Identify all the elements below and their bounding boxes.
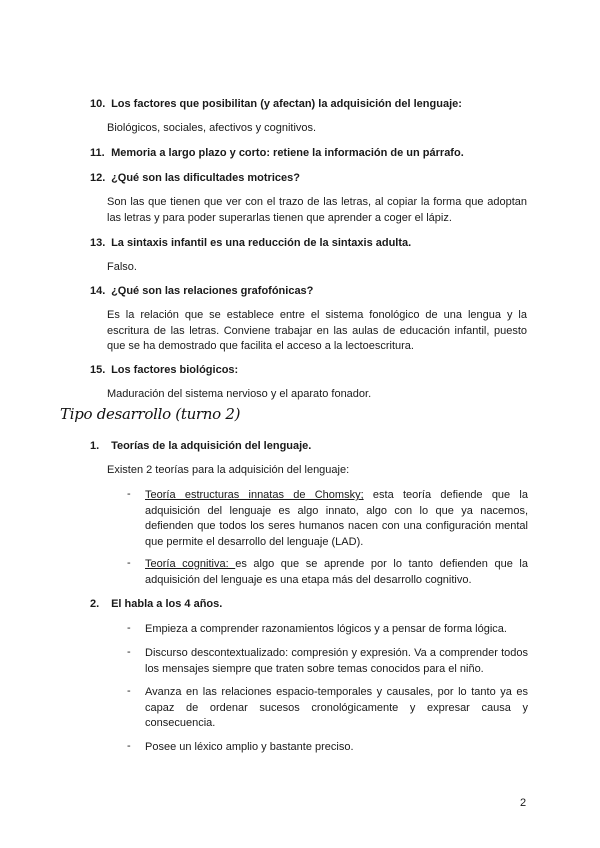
question-10	[90, 98, 462, 110]
question-title: ¿Qué son las dificultades motrices?	[111, 172, 300, 184]
section-heading: Tipo desarrollo (turno 2)	[60, 405, 241, 423]
question-title: La sintaxis infantil es una reducción de la sintaxis adulta.	[111, 237, 412, 249]
answer-13: Falso.	[107, 261, 137, 273]
bullet-dash: -	[127, 740, 131, 752]
question-title: Los factores que posibilitan (y afectan) la adquisición del lenguaje:	[111, 98, 462, 110]
question-number: 12.	[90, 172, 106, 184]
question-number: 15.	[90, 364, 106, 376]
bullet-dash: -	[127, 488, 131, 500]
question-title: ¿Qué son las relaciones grafofónicas?	[111, 285, 314, 297]
question-15	[90, 364, 238, 376]
question-number: 10.	[90, 98, 106, 110]
development-intro: Existen 2 teorías para la adquisición del lenguaje:	[107, 464, 350, 476]
question-number: 13.	[90, 237, 106, 249]
bullet-term: Teoría estructuras innatas de Chomsky;	[145, 489, 364, 501]
question-title: El habla a los 4 años.	[111, 598, 223, 610]
development-question-1	[90, 440, 311, 452]
bullet-body: es algo que se aprende por lo tanto defienden que la adquisición del lenguaje es una etapa más del desarrollo cognitivo.	[145, 558, 528, 586]
question-number: 14.	[90, 285, 106, 297]
question-title: Memoria a largo plazo y corto: retiene la información de un párrafo.	[111, 147, 464, 159]
bullet-item: Avanza en las relaciones espacio-temporales y causales, por lo tanto ya es capaz de ordenar sucesos cronológicamente y expresar causa y consecuencia.	[145, 686, 528, 729]
bullet-dash: -	[127, 557, 131, 569]
question-12	[90, 172, 300, 184]
question-11	[90, 147, 464, 159]
answer-12: Son las que tienen que ver con el trazo de las letras, al copiar la forma que adoptan las letras y para poder superarlas tienen que aprender a coger el lápiz.	[107, 196, 527, 224]
page-number: 2	[520, 797, 527, 809]
bullet-dash: -	[127, 685, 131, 697]
bullet-item: Empieza a comprender razonamientos lógicos y a pensar de forma lógica.	[145, 623, 507, 635]
bullet-dash: -	[127, 622, 131, 634]
question-title: Los factores biológicos:	[111, 364, 239, 376]
bullet-item	[145, 488, 528, 550]
question-14	[90, 285, 313, 297]
bullet-body: esta teoría defiende que la adquisición del lenguaje es algo innato, algo con lo que ya nacemos, defienden que todos los seres humanos nacen con una configuración mental que permite el desarrollo del lenguaje (LAD).	[145, 489, 528, 548]
answer-15: Maduración del sistema nervioso y el aparato fonador.	[107, 388, 372, 400]
question-number: 2.	[90, 598, 100, 610]
question-number: 11.	[90, 147, 105, 159]
bullet-item	[145, 557, 528, 588]
bullet-item: Discurso descontextualizado: compresión y expresión. Va a comprender todos los mensajes siempre que traten sobre temas conocidos para el niño.	[145, 647, 528, 675]
question-number: 1.	[90, 440, 100, 452]
question-13	[90, 237, 411, 249]
question-title: Teorías de la adquisición del lenguaje.	[111, 440, 312, 452]
bullet-item: Posee un léxico amplio y bastante preciso.	[145, 741, 354, 753]
bullet-term: Teoría cognitiva:	[145, 558, 236, 570]
answer-10: Biológicos, sociales, afectivos y cognitivos.	[107, 122, 317, 134]
bullet-dash: -	[127, 646, 131, 658]
development-question-2	[90, 598, 222, 610]
answer-14: Es la relación que se establece entre el sistema fonológico de una lengua y la escritura de las letras. Conviene trabajar en las aulas de educación infantil, puesto que se ha demostrado que facilita el acceso a la lectoescritura.	[107, 309, 527, 352]
